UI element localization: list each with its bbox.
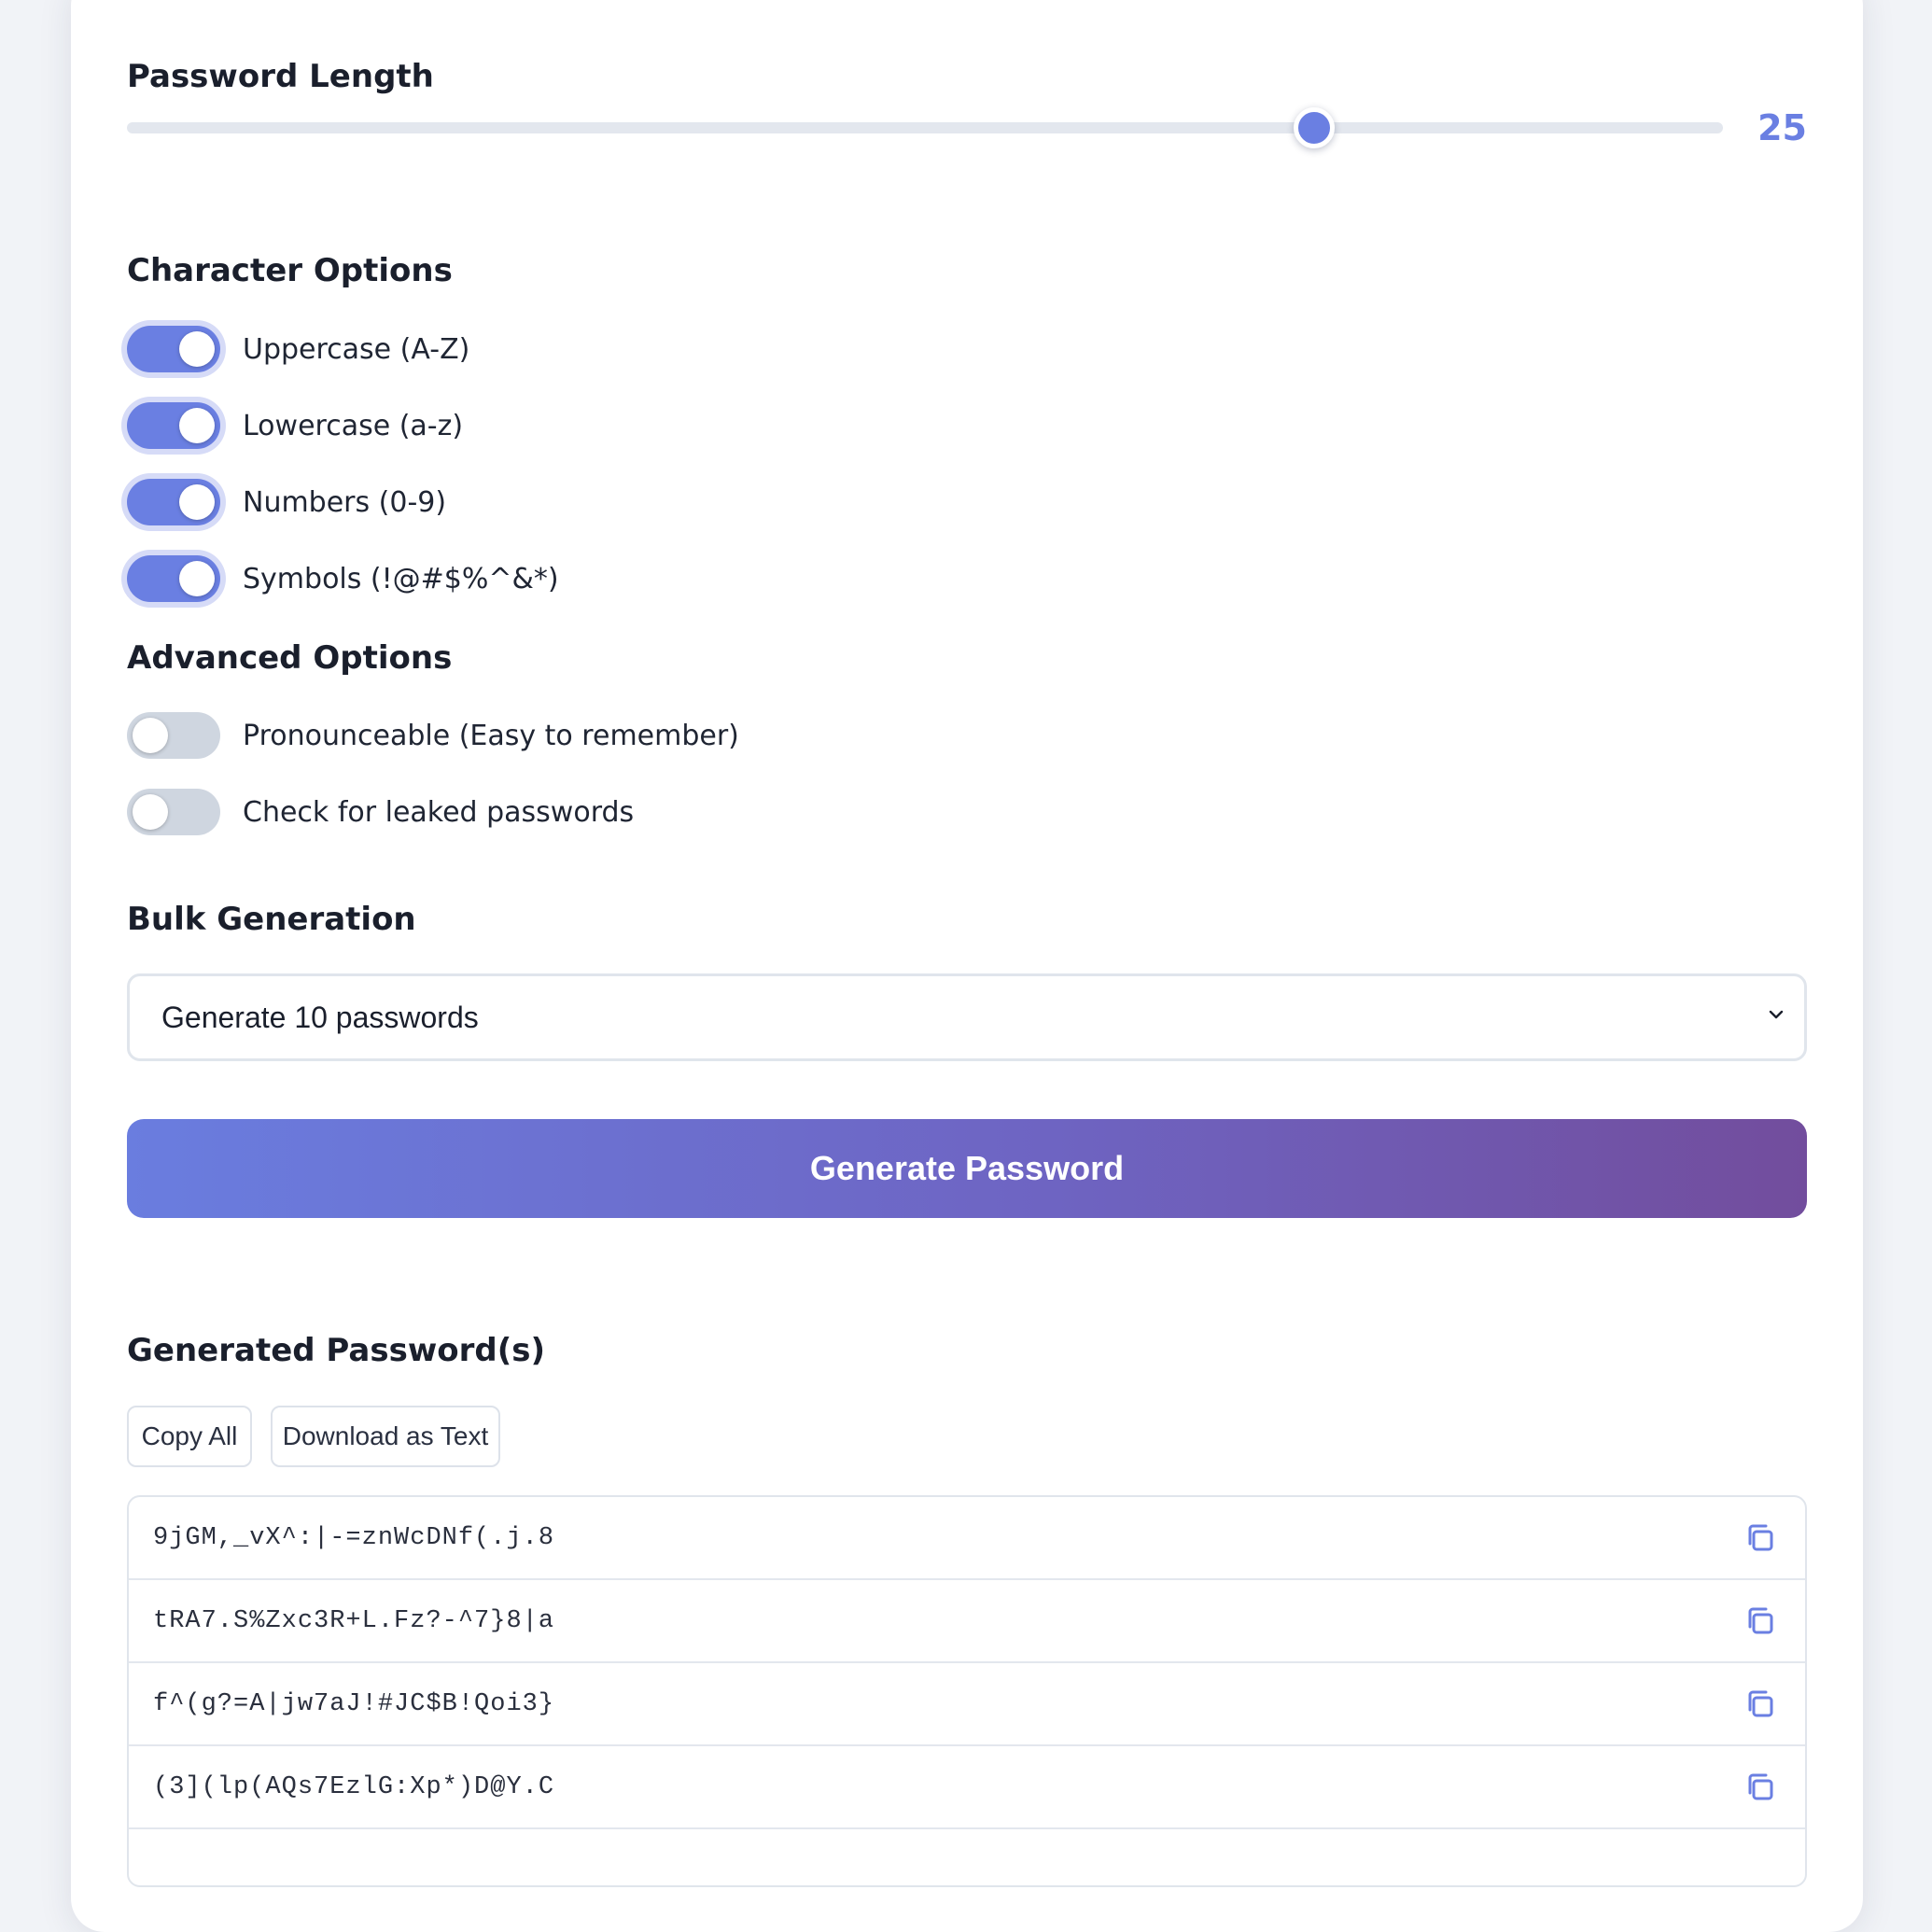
password-value[interactable]: tRA7.S%Zxc3R+L.Fz?-^7}8|a bbox=[153, 1606, 555, 1635]
leak-check-toggle[interactable] bbox=[127, 789, 220, 835]
toggle-knob bbox=[179, 484, 215, 520]
option-numbers[interactable] bbox=[127, 478, 446, 526]
toggle-knob bbox=[179, 408, 215, 443]
uppercase-label: Uppercase (A-Z) bbox=[243, 332, 470, 366]
leak-check-label: Check for leaked passwords bbox=[243, 795, 635, 829]
password-length-heading: Password Length bbox=[127, 58, 434, 95]
copy-icon[interactable] bbox=[1742, 1686, 1779, 1723]
generator-content bbox=[127, 0, 1807, 1932]
generated-passwords-heading: Generated Password(s) bbox=[127, 1332, 546, 1369]
toggle-knob bbox=[179, 561, 215, 596]
option-lowercase[interactable] bbox=[127, 401, 463, 450]
copy-icon[interactable] bbox=[1742, 1519, 1779, 1557]
uppercase-toggle[interactable] bbox=[127, 326, 220, 372]
advanced-options-heading: Advanced Options bbox=[127, 639, 453, 677]
character-options-heading: Character Options bbox=[127, 252, 453, 289]
download-text-button[interactable]: Download as Text bbox=[271, 1406, 500, 1467]
copy-icon[interactable] bbox=[1742, 1603, 1779, 1640]
copy-icon[interactable] bbox=[1742, 1769, 1779, 1806]
toggle-knob bbox=[133, 718, 168, 753]
password-row bbox=[129, 1580, 1805, 1663]
password-list bbox=[127, 1495, 1807, 1887]
lowercase-toggle[interactable] bbox=[127, 402, 220, 449]
numbers-toggle[interactable] bbox=[127, 479, 220, 525]
password-row bbox=[129, 1497, 1805, 1580]
chevron-down-icon bbox=[1767, 1001, 1785, 1029]
option-symbols[interactable] bbox=[127, 554, 559, 603]
toggle-knob bbox=[133, 794, 168, 830]
pronounceable-toggle[interactable] bbox=[127, 712, 220, 759]
password-row bbox=[129, 1663, 1805, 1746]
password-value[interactable]: 9jGM,_vX^:|-=znWcDNf(.j.8 bbox=[153, 1523, 555, 1552]
copy-all-button[interactable]: Copy All bbox=[127, 1406, 252, 1467]
password-length-slider[interactable] bbox=[127, 122, 1723, 133]
bulk-count-value: Generate 10 passwords bbox=[161, 1000, 479, 1034]
symbols-label: Symbols (!@#$%^&*) bbox=[243, 562, 559, 595]
toggle-knob bbox=[179, 331, 215, 367]
password-row bbox=[129, 1746, 1805, 1829]
password-value[interactable]: (3](lp(AQs7EzlG:Xp*)D@Y.C bbox=[153, 1772, 555, 1801]
slider-thumb[interactable] bbox=[1294, 107, 1335, 148]
generator-card bbox=[71, 0, 1863, 1932]
bulk-generation-heading: Bulk Generation bbox=[127, 901, 416, 938]
bulk-count-select[interactable] bbox=[127, 973, 1807, 1061]
lowercase-label: Lowercase (a-z) bbox=[243, 409, 464, 442]
option-leak-check[interactable] bbox=[127, 788, 634, 836]
generate-password-button[interactable]: Generate Password bbox=[127, 1119, 1807, 1218]
numbers-label: Numbers (0-9) bbox=[243, 485, 447, 519]
password-value[interactable]: f^(g?=A|jw7aJ!#JC$B!Qoi3} bbox=[153, 1689, 555, 1718]
option-uppercase[interactable] bbox=[127, 325, 469, 373]
password-length-value: 25 bbox=[1757, 107, 1807, 148]
pronounceable-label: Pronounceable (Easy to remember) bbox=[243, 719, 739, 752]
symbols-toggle[interactable] bbox=[127, 555, 220, 602]
option-pronounceable[interactable] bbox=[127, 711, 739, 760]
